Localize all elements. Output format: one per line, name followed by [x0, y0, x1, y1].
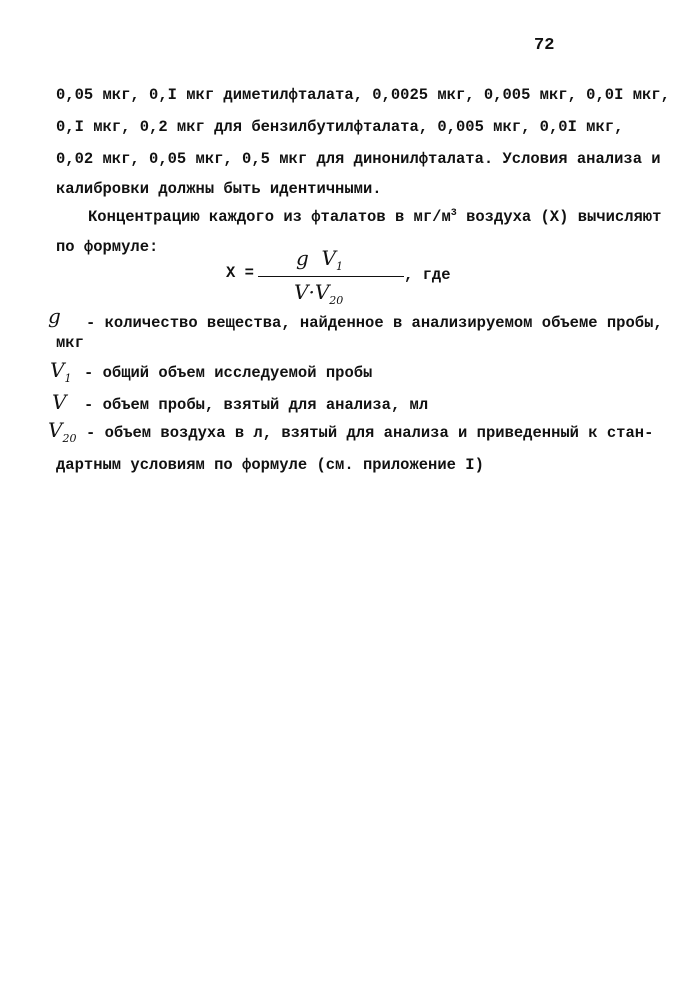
def-symbol	[48, 418, 76, 445]
formula-suffix: , где	[404, 266, 451, 284]
text-line: калибровки должны быть идентичными.	[56, 180, 382, 198]
dot: ·	[308, 280, 315, 304]
symbol-g: g	[296, 246, 309, 270]
symbol-v1: V	[321, 246, 336, 270]
def-text: - количество вещества, найденное в анализируемом объеме пробы,	[86, 314, 663, 332]
text-line: по формуле:	[56, 238, 159, 256]
def-text-cont: мкг	[56, 334, 84, 352]
symbol-v: V	[50, 358, 65, 382]
text-line: 0,02 мкг, 0,05 мкг, 0,5 мкг для динонилфталата. Условия анализа и	[56, 150, 661, 168]
text-line: 0,I мкг, 0,2 мкг для бензилбутилфталата, 0,005 мкг, 0,0I мкг,	[56, 118, 624, 136]
fraction-bar	[258, 276, 404, 277]
formula-lhs: X =	[226, 264, 254, 282]
symbol-v: V	[48, 418, 63, 442]
subscript: 20	[329, 294, 344, 307]
def-text: - объем воздуха в л, взятый для анализа и приведенный к стан-	[86, 424, 654, 442]
subscript: 20	[62, 432, 77, 445]
formula-denominator	[294, 280, 343, 307]
def-symbol: g	[48, 304, 61, 328]
text-fragment: Концентрацию каждого из фталатов в мг/м	[88, 208, 451, 227]
symbol-v20: V	[314, 280, 330, 304]
symbol-v: V	[294, 280, 309, 304]
page-number: 72	[534, 36, 555, 55]
text-fragment: воздуха (X) вычисляют	[456, 208, 662, 227]
text-line: 0,05 мкг, 0,I мкг диметилфталата, 0,0025 мкг, 0,005 мкг, 0,0I мкг,	[56, 86, 670, 104]
def-text: - объем пробы, взятый для анализа, мл	[84, 396, 429, 414]
superscript: 3	[450, 208, 457, 219]
formula-numerator	[296, 246, 343, 273]
subscript: 1	[335, 260, 343, 273]
def-symbol	[50, 358, 71, 385]
subscript: 1	[64, 372, 72, 385]
def-text-cont: дартным условиям по формуле (см. приложение I)	[56, 456, 484, 474]
text-line	[88, 208, 661, 226]
def-text: - общий объем исследуемой пробы	[84, 364, 373, 382]
def-symbol: V	[52, 390, 67, 414]
